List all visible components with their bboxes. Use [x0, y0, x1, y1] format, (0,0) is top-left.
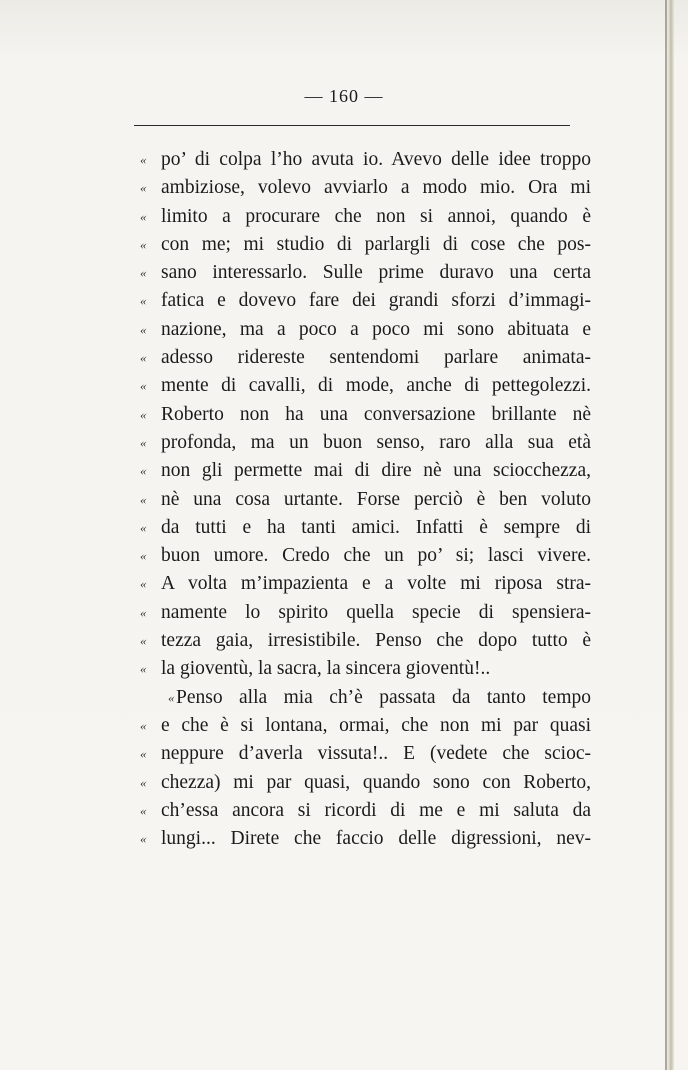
quote-mark: « — [140, 831, 147, 847]
text-line — [140, 287, 600, 315]
text-line — [140, 316, 600, 344]
line-text: limito a procurare che non si annoi, quando è — [161, 205, 591, 227]
text-line — [140, 570, 600, 598]
quote-mark: « — [140, 576, 147, 592]
text-line — [140, 344, 600, 372]
text-line — [140, 457, 600, 485]
line-text: sano interessarlo. Sulle prime duravo una certa — [161, 262, 591, 284]
text-line — [140, 372, 600, 400]
line-text: con me; mi studio di parlargli di cose che pos- — [161, 233, 591, 255]
text-line — [140, 740, 600, 768]
quote-mark: « — [140, 293, 147, 309]
line-text: tezza gaia, irresistibile. Penso che dopo tutto è — [161, 630, 591, 652]
text-line — [140, 712, 600, 740]
text-line-paragraph-start — [140, 684, 600, 712]
line-text: ambiziose, volevo avviarlo a modo mio. Ora mi — [161, 177, 591, 199]
line-text: chezza) mi par quasi, quando sono con Roberto, — [161, 771, 591, 793]
line-text: lungi... Direte che faccio delle digressioni, nev- — [161, 828, 591, 850]
quote-mark: « — [140, 152, 147, 167]
text-line — [140, 542, 600, 570]
line-text: Penso alla mia ch’è passata da tanto tempo — [176, 686, 591, 708]
text-line — [140, 655, 600, 683]
text-line — [140, 231, 600, 259]
line-text: fatica e dovevo fare dei grandi sforzi d’immagi- — [161, 290, 591, 312]
body-text — [140, 146, 600, 853]
text-line — [140, 514, 600, 542]
quote-mark: « — [140, 406, 147, 422]
line-text: nè una cosa urtante. Forse perciò è ben voluto — [161, 488, 591, 510]
line-text: buon umore. Credo che un po’ si; lasci vivere. — [161, 545, 591, 567]
quote-mark: « — [140, 208, 147, 224]
text-line — [140, 599, 600, 627]
line-text: da tutti e ha tanti amici. Infatti è sempre di — [161, 516, 591, 538]
quote-mark: « — [140, 661, 147, 677]
quote-mark: « — [140, 746, 147, 762]
line-text: e che è si lontana, ormai, che non mi par quasi — [161, 714, 591, 736]
quote-mark: « — [140, 378, 147, 394]
text-line — [140, 769, 600, 797]
line-text: profonda, ma un buon senso, raro alla sua età — [161, 431, 591, 453]
line-text: Roberto non ha una conversazione brillante nè — [161, 403, 591, 425]
text-line — [140, 627, 600, 655]
text-line — [140, 401, 600, 429]
quote-mark: « — [140, 519, 147, 535]
text-line — [140, 146, 600, 174]
line-text: A volta m’impazienta e a volte mi riposa stra- — [161, 573, 591, 595]
text-line — [140, 429, 600, 457]
quote-mark: « — [140, 717, 147, 733]
quote-mark: « — [140, 633, 147, 649]
line-text: adesso ridereste sentendomi parlare animata- — [161, 347, 591, 369]
quote-mark: « — [140, 774, 147, 790]
quote-mark: « — [140, 802, 147, 818]
quote-mark: « — [140, 321, 147, 337]
quote-mark: « — [140, 434, 147, 450]
line-text: neppure d’averla vissuta!.. E (vedete che scioc- — [161, 743, 591, 765]
line-text: namente lo spirito quella specie di spensiera- — [161, 601, 591, 623]
quote-mark: « — [140, 548, 147, 564]
quote-mark: « — [140, 463, 147, 479]
header-rule — [134, 125, 570, 126]
page-edge — [666, 0, 674, 1070]
line-text: mente di cavalli, di mode, anche di pettegolezzi. — [161, 375, 591, 397]
line-text: po’ di colpa l’ho avuta io. Avevo delle idee troppo — [161, 149, 591, 170]
quote-mark: « — [168, 689, 175, 705]
text-line — [140, 203, 600, 231]
line-text: ch’essa ancora si ricordi di me e mi saluta da — [161, 799, 591, 821]
line-text: la gioventù, la sacra, la sincera gioventù!.. — [161, 658, 491, 680]
text-line — [140, 259, 600, 287]
quote-mark: « — [140, 604, 147, 620]
quote-mark: « — [140, 491, 147, 507]
quote-mark: « — [140, 236, 147, 252]
quote-mark: « — [140, 180, 147, 196]
quote-mark: « — [140, 265, 147, 281]
line-text: nazione, ma a poco a poco mi sono abituata e — [161, 318, 591, 340]
line-text: non gli permette mai di dire nè una sciocchezza, — [161, 460, 591, 482]
text-line — [140, 825, 600, 853]
quote-mark: « — [140, 350, 147, 366]
text-line — [140, 797, 600, 825]
text-line — [140, 174, 600, 202]
page-edge-line — [665, 0, 667, 1070]
page-number: — 160 — — [304, 86, 384, 106]
text-line — [140, 486, 600, 514]
